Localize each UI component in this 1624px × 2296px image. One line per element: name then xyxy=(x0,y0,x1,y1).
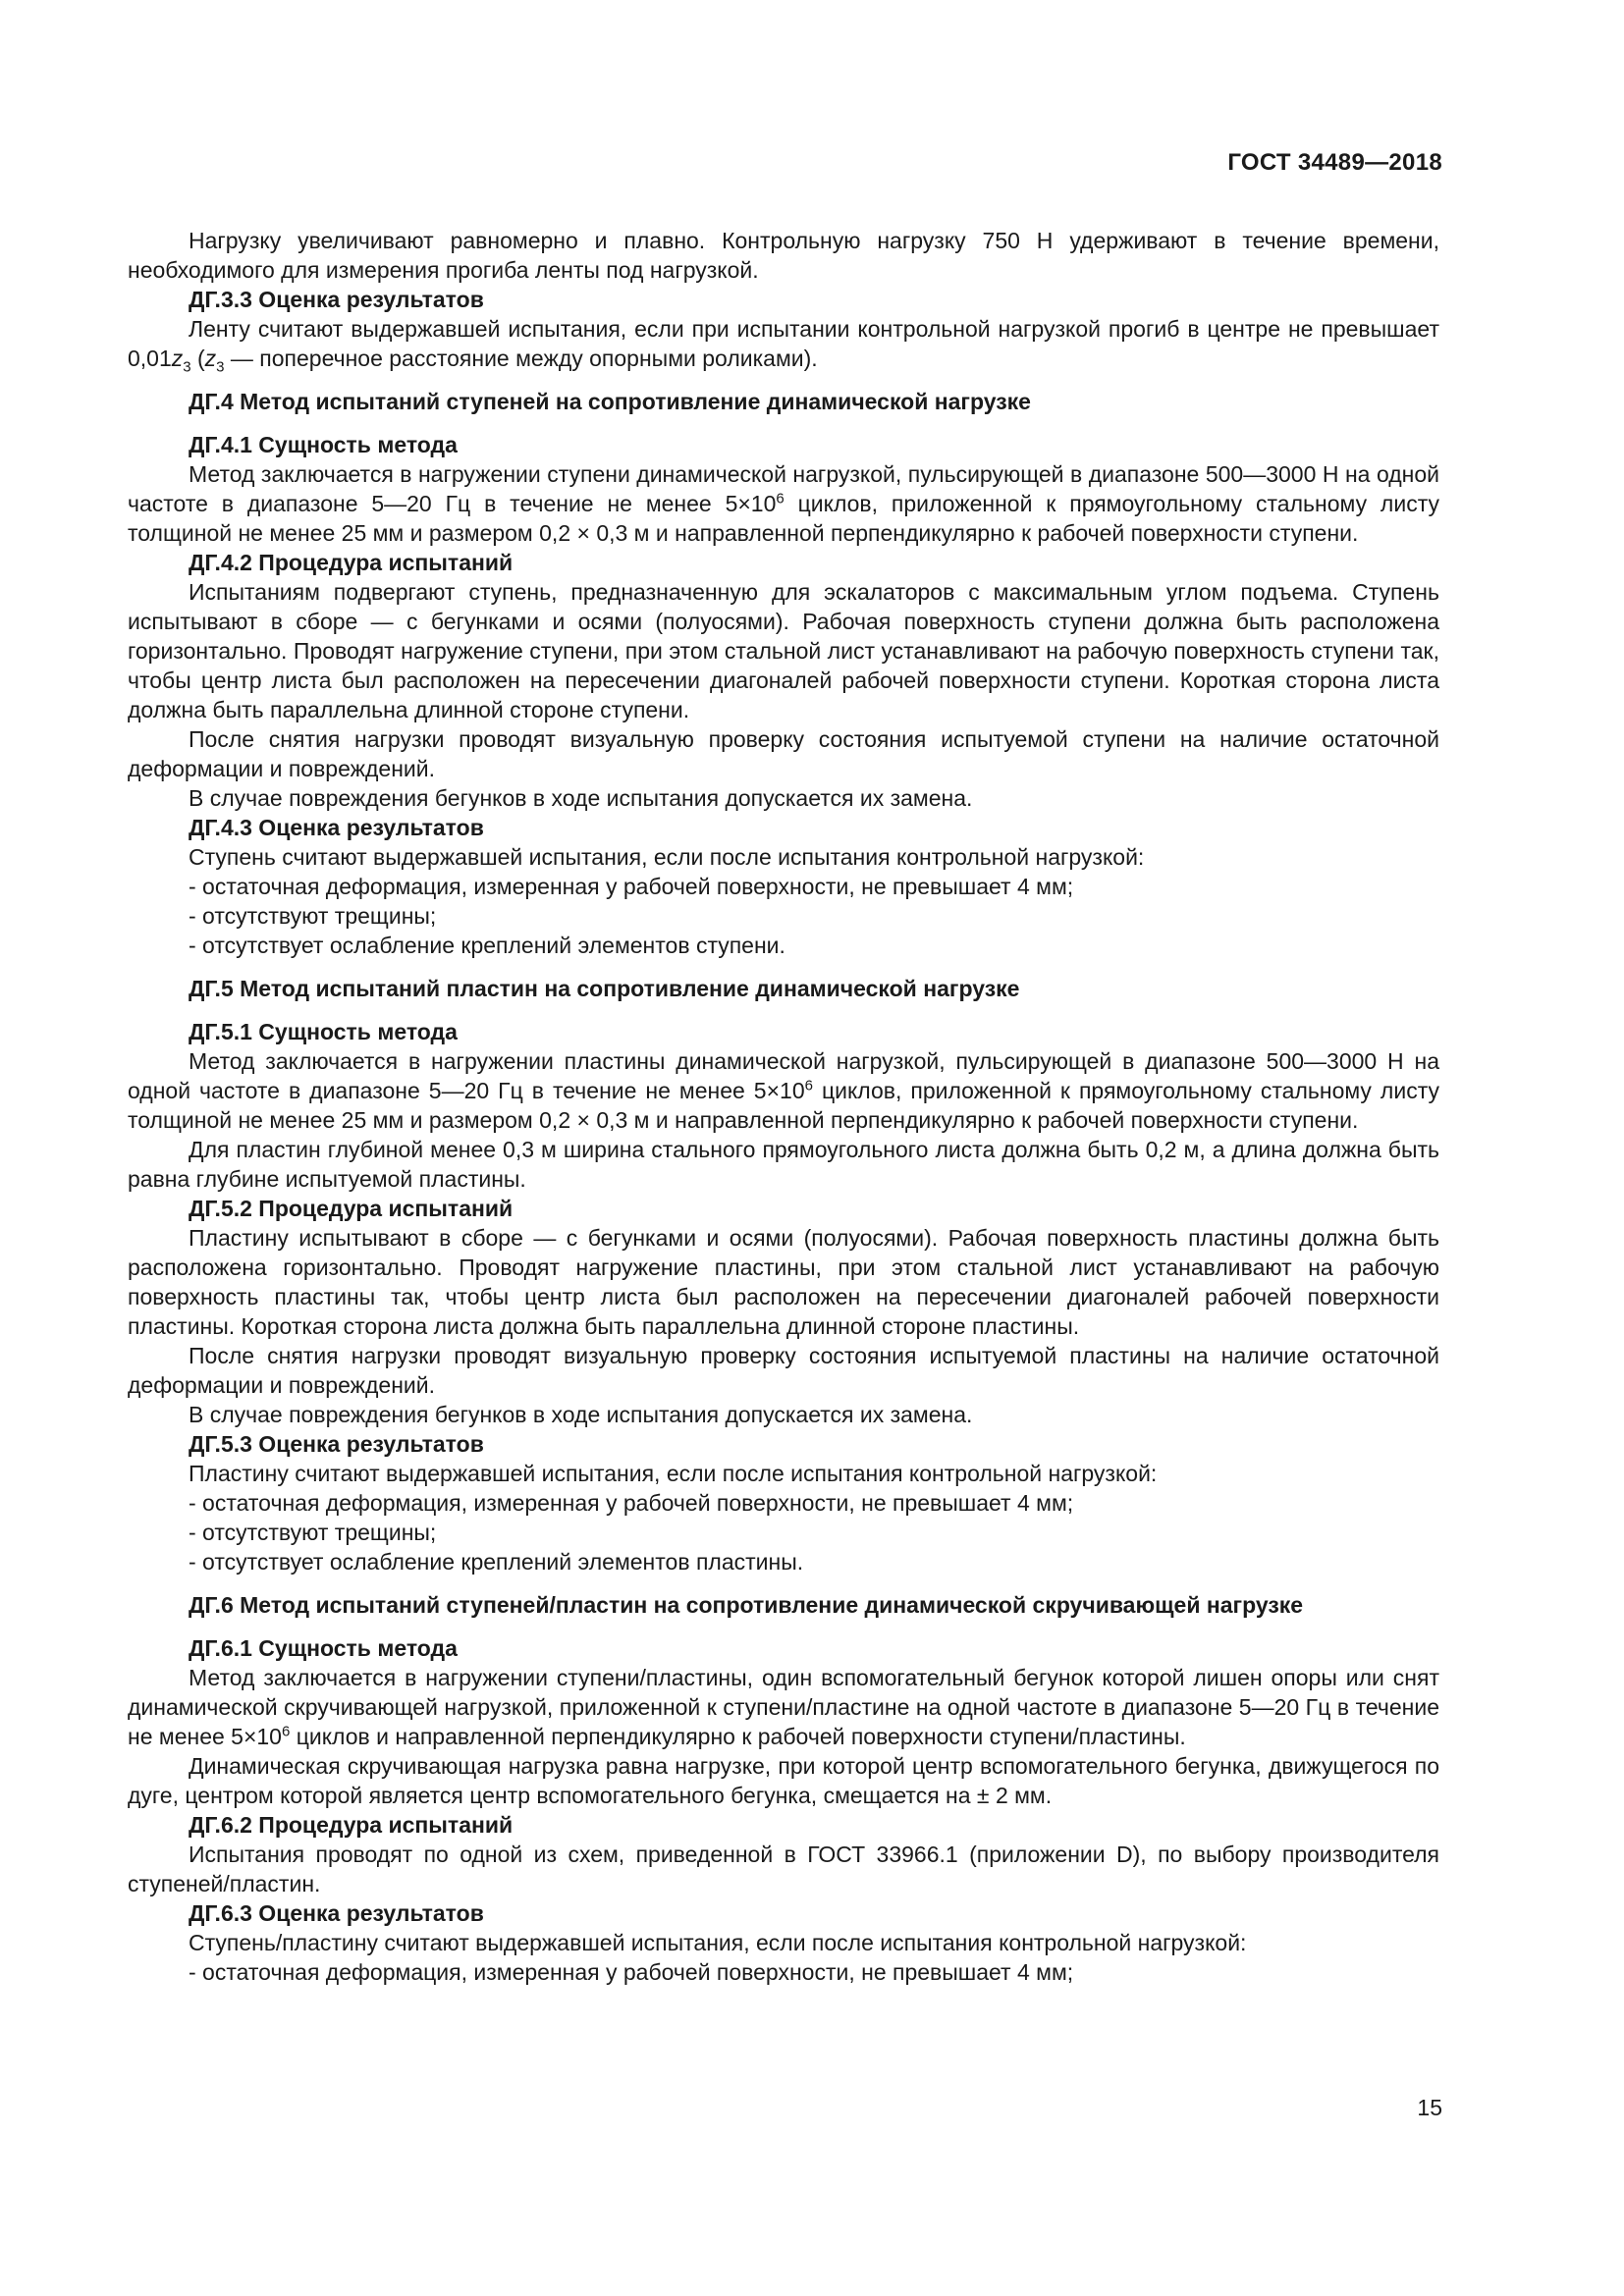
paragraph: В случае повреждения бегунков в ходе испытания допускается их замена. xyxy=(189,785,973,811)
superscript: 6 xyxy=(281,1723,291,1740)
subsection-heading: ДГ.6.1 Сущность метода xyxy=(189,1635,458,1661)
paragraph: Испытания проводят по одной из схем, приведенной в ГОСТ 33966.1 (приложении D), по выбору производителя ступеней/пластин. xyxy=(128,1842,1439,1896)
subsection-heading: ДГ.5.3 Оценка результатов xyxy=(189,1431,484,1457)
paragraph: Нагрузку увеличивают равномерно и плавно. Контрольную нагрузку 750 Н удерживают в течение времени, необходимого для измерения прогиба ленты под нагрузкой. xyxy=(128,228,1439,283)
list-item: - остаточная деформация, измеренная у рабочей поверхности, не превышает 4 мм; xyxy=(189,874,1074,899)
list-item: - отсутствуют трещины; xyxy=(189,1520,437,1545)
subsection-heading: ДГ.4.2 Процедура испытаний xyxy=(189,550,514,575)
section-heading: ДГ.6 Метод испытаний ступеней/пластин на сопротивление динамической скручивающей нагрузке xyxy=(189,1592,1304,1618)
list-item: - остаточная деформация, измеренная у рабочей поверхности, не превышает 4 мм; xyxy=(189,1490,1074,1516)
paragraph: После снятия нагрузки проводят визуальную проверку состояния испытуемой пластины на наличие остаточной деформации и повреждений. xyxy=(128,1343,1439,1398)
subsection-heading: ДГ.3.3 Оценка результатов xyxy=(189,287,484,312)
document-body xyxy=(128,226,1439,1987)
paragraph xyxy=(128,459,1439,548)
paragraph: Для пластин глубиной менее 0,3 м ширина стального прямоугольного листа должна быть 0,2 м, а длина должна быть равна глубине испытуемой пластины. xyxy=(128,1137,1439,1192)
subsection-heading: ДГ.5.1 Сущность метода xyxy=(189,1019,458,1044)
list-item: - отсутствует ослабление креплений элементов ступени. xyxy=(189,933,785,958)
paragraph xyxy=(128,1663,1439,1751)
paragraph: В случае повреждения бегунков в ходе испытания допускается их замена. xyxy=(189,1402,973,1427)
text-run: ( xyxy=(190,346,205,371)
paragraph xyxy=(128,314,1439,376)
variable-z: z xyxy=(204,346,217,371)
subscript: 3 xyxy=(183,358,191,376)
subsection-heading: ДГ.4.3 Оценка результатов xyxy=(189,815,484,840)
paragraph: Ступень считают выдержавшей испытания, если после испытания контрольной нагрузкой: xyxy=(189,844,1145,870)
list-item: - отсутствуют трещины; xyxy=(189,903,437,929)
text-run: Метод заключается в нагружении пластины динамической нагрузкой, пульсирующей в диапазоне 500—3000 Н на одной частоте в диапазоне 5—20 Гц в течение не менее 5×10 xyxy=(128,1048,1439,1103)
text-run: Метод заключается в нагружении ступени динамической нагрузкой, пульсирующей в диапазоне 500—3000 Н на одной частоте в диапазоне 5—20 Гц в течение не менее 5×10 xyxy=(128,461,1439,516)
list-item: - остаточная деформация, измеренная у рабочей поверхности, не превышает 4 мм; xyxy=(189,1959,1074,1985)
paragraph: Испытаниям подвергают ступень, предназначенную для эскалаторов с максимальным углом подъема. Ступень испытывают в сборе — с бегунками и осями (полуосями). Рабочая поверхность ступени должна быть расположена горизонтально. Проводят нагружение ступени, при этом стальной лист устанавливают на рабочую поверхность ступени так, чтобы центр листа был расположен на пересечении диагоналей рабочей поверхности ступени. Короткая сторона листа должна быть параллельна длинной стороне ступени. xyxy=(128,579,1439,722)
paragraph: После снятия нагрузки проводят визуальную проверку состояния испытуемой ступени на наличие остаточной деформации и повреждений. xyxy=(128,726,1439,781)
document-header: ГОСТ 34489—2018 xyxy=(1227,149,1442,176)
section-heading: ДГ.4 Метод испытаний ступеней на сопротивление динамической нагрузке xyxy=(189,389,1031,414)
page-number: 15 xyxy=(1417,2095,1442,2120)
text-run: циклов, приложенной к прямоугольному стальному листу толщиной не менее 25 мм и размером 0,2 × 0,3 м и направленной перпендикулярно к рабочей поверхности ступени. xyxy=(128,1078,1439,1133)
text-run: циклов и направленной перпендикулярно к рабочей поверхности ступени/пластины. xyxy=(290,1724,1186,1749)
subsection-heading: ДГ.5.2 Процедура испытаний xyxy=(189,1196,514,1221)
paragraph: Динамическая скручивающая нагрузка равна нагрузке, при которой центр вспомогательного бегунка, движущегося по дуге, центром которой является центр вспомогательного бегунка, смещается на ± 2 мм. xyxy=(128,1753,1439,1808)
superscript: 6 xyxy=(776,490,785,507)
variable-z: z xyxy=(171,346,184,371)
section-heading: ДГ.5 Метод испытаний пластин на сопротивление динамической нагрузке xyxy=(189,976,1020,1001)
subsection-heading: ДГ.6.2 Процедура испытаний xyxy=(189,1812,514,1838)
text-run: — поперечное расстояние между опорными роликами). xyxy=(224,346,818,371)
text-run: циклов, приложенной к прямоугольному стальному листу толщиной не менее 25 мм и размером 0,2 × 0,3 м и направленной перпендикулярно к рабочей поверхности ступени. xyxy=(128,491,1439,546)
paragraph xyxy=(128,1046,1439,1135)
text-run: Ленту считают выдержавшей испытания, если при испытании контрольной нагрузкой прогиб в центре не превышает 0,01 xyxy=(128,316,1439,371)
subsection-heading: ДГ.4.1 Сущность метода xyxy=(189,432,458,457)
paragraph: Пластину испытывают в сборе — с бегунками и осями (полуосями). Рабочая поверхность пластины должна быть расположена горизонтально. Проводят нагружение пластины, при этом стальной лист устанавливают на рабочую поверхность пластины так, чтобы центр листа был расположен на пересечении диагоналей рабочей поверхности пластины. Короткая сторона листа должна быть параллельна длинной стороне пластины. xyxy=(128,1225,1439,1339)
paragraph: Пластину считают выдержавшей испытания, если после испытания контрольной нагрузкой: xyxy=(189,1461,1158,1486)
subsection-heading: ДГ.6.3 Оценка результатов xyxy=(189,1900,484,1926)
paragraph: Ступень/пластину считают выдержавшей испытания, если после испытания контрольной нагрузкой: xyxy=(189,1930,1247,1955)
subscript: 3 xyxy=(216,358,225,376)
list-item: - отсутствует ослабление креплений элементов пластины. xyxy=(189,1549,804,1575)
superscript: 6 xyxy=(804,1077,813,1095)
text-run: Метод заключается в нагружении ступени/пластины, один вспомогательный бегунок которой лишен опоры или снят динамической скручивающей нагрузкой, приложенной к ступени/пластине на одной частоте в диапазоне 5—20 Гц в течение не менее 5×10 xyxy=(128,1665,1439,1749)
